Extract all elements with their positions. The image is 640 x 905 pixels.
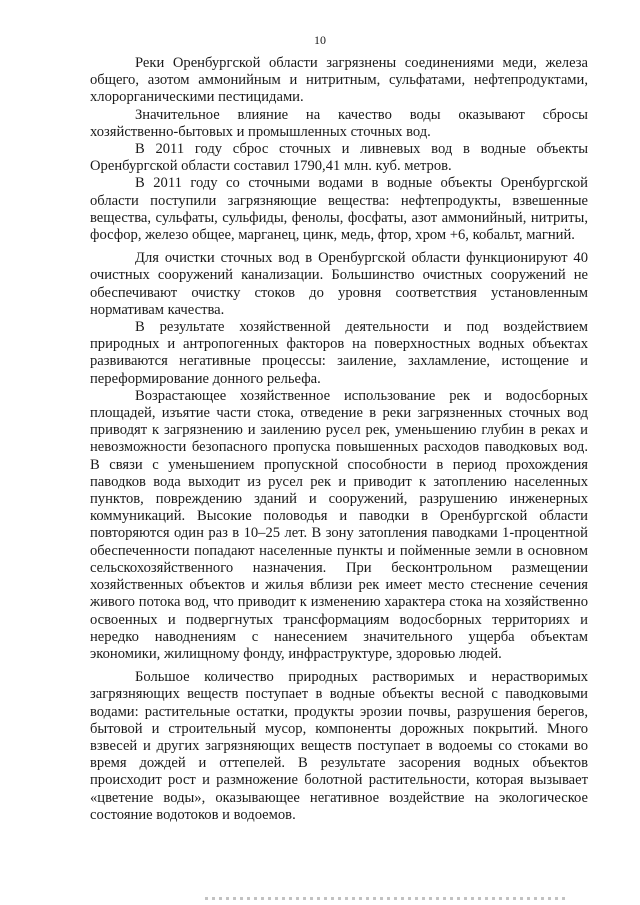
page-number: 10 xyxy=(314,33,326,47)
paragraph-treatment-facilities: Для очистки сточных вод в Оренбургской области функционируют 40 очистных сооружений канализации. Большинство очистных сооружений не обеспечивают очистку стоков до уровня соответствия установленным нормативам качества. xyxy=(90,250,588,318)
document-body xyxy=(90,55,588,824)
paragraph-wastewater-influence: Значительное влияние на качество воды оказывают сбросы хозяйственно-бытовых и промышленных сточных вод. xyxy=(90,106,588,140)
paragraph-negative-processes: В результате хозяйственной деятельности и под воздействием природных и антропогенных факторов на поверхностных водных объектах развиваются негативные процессы: заиление, захламление, истощение и переформирование донного рельефа. xyxy=(90,319,588,387)
paragraph-river-pollution: Реки Оренбургской области загрязнены соединениями меди, железа общего, азотом аммонийным и нитритным, сульфатами, нефтепродуктами, хлорорганическими пестицидами. xyxy=(90,55,588,106)
paragraph-spring-pollution: Большое количество природных растворимых и нерастворимых загрязняющих веществ поступает в водные объекты весной с паводковыми водами: растительные остатки, продукты эрозии почвы, разрушения берегов, бытовой и строительный мусор, компоненты дорожных покрытий. Много взвесей и других загрязняющих веществ поступает в водоемы со стоками во время дождей и оттепелей. В результате засорения водных объектов происходит рост и размножение болотной растительности, которая вызывает «цветение воды», оказывающее негативное воздействие на экологическое состояние водотоков и водоемов. xyxy=(90,669,588,823)
paragraph-flooding: Возрастающее хозяйственное использование рек и водосборных площадей, изъятие части стока, отведение в реки загрязненных сточных вод приводят к загрязнению и заилению русел рек, уменьшению глубин в реках и невозможности безопасного пропуска повышенных расходов паводковых вод. В связи с уменьшением пропускной способности в период прохождения паводков вода выходит из русел рек и приводит к затоплению населенных пунктов, повреждению зданий и сооружений, разрушению инженерных коммуникаций. Высокие половодья и паводки в Оренбургской области повторяются один раз в 10–25 лет. В зону затопления паводками 1-процентной обеспеченности попадают населенные пункты и пойменные земли в основном сельскохозяйственного назначения. При бесконтрольном размещении хозяйственных объектов и жилья вблизи рек имеет место стеснение сечения живого потока вод, что приводит к изменению характера стока на хозяйственно освоенных и подвергнутых трансформациям водосборных территориях и нередко наводнениям с нанесением значительного ущерба объектам экономики, жилищному фонду, инфраструктуре, здоровью людей. xyxy=(90,387,588,662)
footer-artifact-line xyxy=(205,897,565,900)
paragraph-discharge-volume: В 2011 году сброс сточных и ливневых вод в водные объекты Оренбургской области составил 1790,41 млн. куб. метров. xyxy=(90,141,588,175)
paragraph-pollutants-list: В 2011 году со сточными водами в водные объекты Оренбургской области поступили загрязняющие вещества: нефтепродукты, взвешенные вещества, сульфаты, сульфиды, фенолы, фосфаты, азот аммонийный, нитриты, фосфор, железо общее, марганец, цинк, медь, фтор, хром +6, кобальт, магний. xyxy=(90,175,588,244)
